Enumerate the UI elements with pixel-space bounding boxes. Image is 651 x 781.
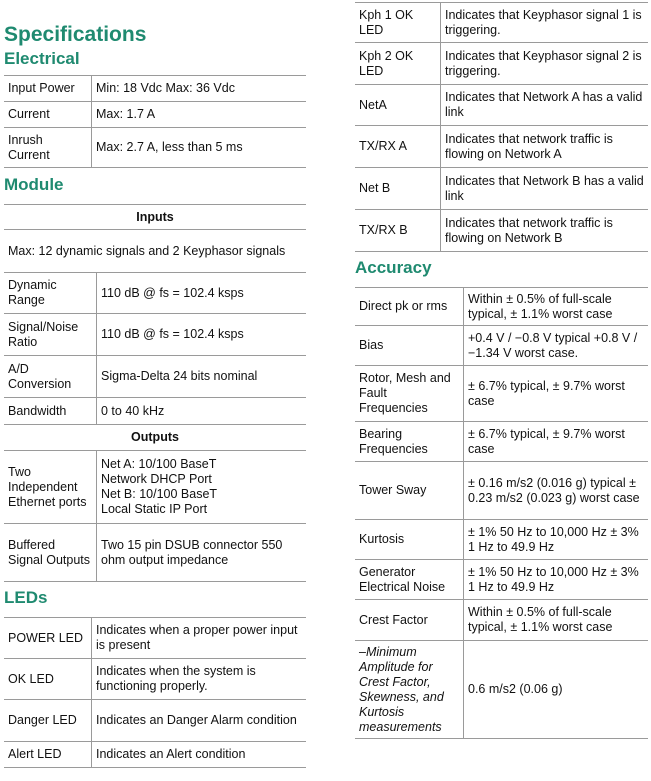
table-row xyxy=(4,618,306,659)
electrical-heading: Electrical xyxy=(4,49,80,68)
row-label: Dynamic Range xyxy=(4,273,97,314)
row-label: Kph 2 OK LED xyxy=(355,43,441,85)
ethernet-line: Network DHCP Port xyxy=(101,472,212,486)
table-row xyxy=(355,168,648,210)
row-value: Indicates that network traffic is flowing on Network B xyxy=(441,210,649,252)
ethernet-line: Local Static IP Port xyxy=(101,502,208,516)
row-value: 110 dB @ fs = 102.4 ksps xyxy=(97,314,307,356)
table-row xyxy=(355,210,648,252)
row-value: Within ± 0.5% of full-scale typical, ± 1.1% worst case xyxy=(464,288,649,326)
row-value: Indicates an Danger Alarm condition xyxy=(92,700,307,742)
table-row xyxy=(4,451,306,524)
row-label: Direct pk or rms xyxy=(355,288,464,326)
table-row xyxy=(355,366,648,422)
table-row xyxy=(4,524,306,582)
row-value: ± 0.16 m/s2 (0.016 g) typical ± 0.23 m/s2 (0.023 g) worst case xyxy=(464,462,649,520)
row-value: Max: 1.7 A xyxy=(92,102,307,128)
accuracy-heading: Accuracy xyxy=(355,258,432,277)
table-row xyxy=(4,128,306,168)
inputs-note: Max: 12 dynamic signals and 2 Keyphasor signals xyxy=(4,230,306,273)
row-value: ± 6.7% typical, ± 9.7% worst case xyxy=(464,366,649,422)
right-column xyxy=(355,0,648,739)
row-label: Buffered Signal Outputs xyxy=(4,524,97,582)
row-value: 110 dB @ fs = 102.4 ksps xyxy=(97,273,307,314)
table-row xyxy=(355,3,648,43)
table-row xyxy=(4,659,306,700)
table-row xyxy=(355,126,648,168)
row-value: Indicates that network traffic is flowing on Network A xyxy=(441,126,649,168)
leds-table xyxy=(4,617,306,768)
row-value: 0 to 40 kHz xyxy=(97,398,307,425)
row-label: Signal/Noise Ratio xyxy=(4,314,97,356)
table-row xyxy=(355,43,648,85)
row-label: POWER LED xyxy=(4,618,92,659)
ethernet-ports-value xyxy=(97,451,307,524)
table-row xyxy=(4,314,306,356)
row-value: Min: 18 Vdc Max: 36 Vdc xyxy=(92,76,307,102)
table-row xyxy=(4,425,306,451)
row-value: Indicates when a proper power input is present xyxy=(92,618,307,659)
row-value: +0.4 V / −0.8 V typical +0.8 V / −1.34 V worst case. xyxy=(464,326,649,366)
row-label: Generator Electrical Noise xyxy=(355,560,464,600)
table-row xyxy=(355,288,648,326)
table-row xyxy=(355,520,648,560)
row-label: Tower Sway xyxy=(355,462,464,520)
table-row xyxy=(4,76,306,102)
module-table xyxy=(4,204,306,582)
table-row xyxy=(355,600,648,641)
row-label: Kurtosis xyxy=(355,520,464,560)
row-label: Inrush Current xyxy=(4,128,92,168)
outputs-heading: Outputs xyxy=(4,425,306,451)
row-value: ± 6.7% typical, ± 9.7% worst case xyxy=(464,422,649,462)
row-value: ± 1% 50 Hz to 10,000 Hz ± 3% 1 Hz to 49.9 Hz xyxy=(464,560,649,600)
row-value: Indicates that Network A has a valid link xyxy=(441,85,649,126)
row-value: Two 15 pin DSUB connector 550 ohm output impedance xyxy=(97,524,307,582)
row-label: Two Independent Ethernet ports xyxy=(4,451,97,524)
row-label: Input Power xyxy=(4,76,92,102)
row-value: ± 1% 50 Hz to 10,000 Hz ± 3% 1 Hz to 49.9 Hz xyxy=(464,520,649,560)
row-label: Crest Factor xyxy=(355,600,464,641)
row-label: TX/RX A xyxy=(355,126,441,168)
row-label: Danger LED xyxy=(4,700,92,742)
row-label: Alert LED xyxy=(4,742,92,768)
table-row xyxy=(4,742,306,768)
table-row xyxy=(4,205,306,230)
table-row xyxy=(355,422,648,462)
leds-heading: LEDs xyxy=(4,588,48,607)
row-label: Bias xyxy=(355,326,464,366)
table-row xyxy=(4,102,306,128)
row-value: Indicates that Keyphasor signal 2 is triggering. xyxy=(441,43,649,85)
specifications-heading: Specifications xyxy=(4,23,147,46)
row-label: Bearing Frequencies xyxy=(355,422,464,462)
table-row xyxy=(355,462,648,520)
led-status-table xyxy=(355,2,648,252)
row-label: Current xyxy=(4,102,92,128)
row-label: TX/RX B xyxy=(355,210,441,252)
table-row xyxy=(355,560,648,600)
table-row xyxy=(4,356,306,398)
table-row xyxy=(355,641,648,739)
ethernet-line: Net A: 10/100 BaseT xyxy=(101,457,217,471)
row-label: Net B xyxy=(355,168,441,210)
table-row xyxy=(4,273,306,314)
row-value: Indicates that Network B has a valid link xyxy=(441,168,649,210)
ethernet-line: Net B: 10/100 BaseT xyxy=(101,487,218,501)
module-heading: Module xyxy=(4,175,64,194)
row-label: A/D Conversion xyxy=(4,356,97,398)
row-label: OK LED xyxy=(4,659,92,700)
left-column xyxy=(4,0,306,768)
row-value: Indicates an Alert condition xyxy=(92,742,307,768)
row-value: Max: 2.7 A, less than 5 ms xyxy=(92,128,307,168)
electrical-table xyxy=(4,75,306,168)
row-value: 0.6 m/s2 (0.06 g) xyxy=(464,641,649,739)
table-row xyxy=(4,700,306,742)
row-value: Indicates when the system is functioning properly. xyxy=(92,659,307,700)
row-value: Sigma-Delta 24 bits nominal xyxy=(97,356,307,398)
inputs-heading: Inputs xyxy=(4,205,306,230)
row-label: Rotor, Mesh and Fault Frequencies xyxy=(355,366,464,422)
row-label: Bandwidth xyxy=(4,398,97,425)
row-label: –Minimum Amplitude for Crest Factor, Skewness, and Kurtosis measurements xyxy=(355,641,464,739)
row-label: NetA xyxy=(355,85,441,126)
table-row xyxy=(355,326,648,366)
table-row xyxy=(4,230,306,273)
row-label: Kph 1 OK LED xyxy=(355,3,441,43)
row-value: Within ± 0.5% of full-scale typical, ± 1.1% worst case xyxy=(464,600,649,641)
row-value: Indicates that Keyphasor signal 1 is triggering. xyxy=(441,3,649,43)
accuracy-table xyxy=(355,287,648,739)
table-row xyxy=(355,85,648,126)
table-row xyxy=(4,398,306,425)
